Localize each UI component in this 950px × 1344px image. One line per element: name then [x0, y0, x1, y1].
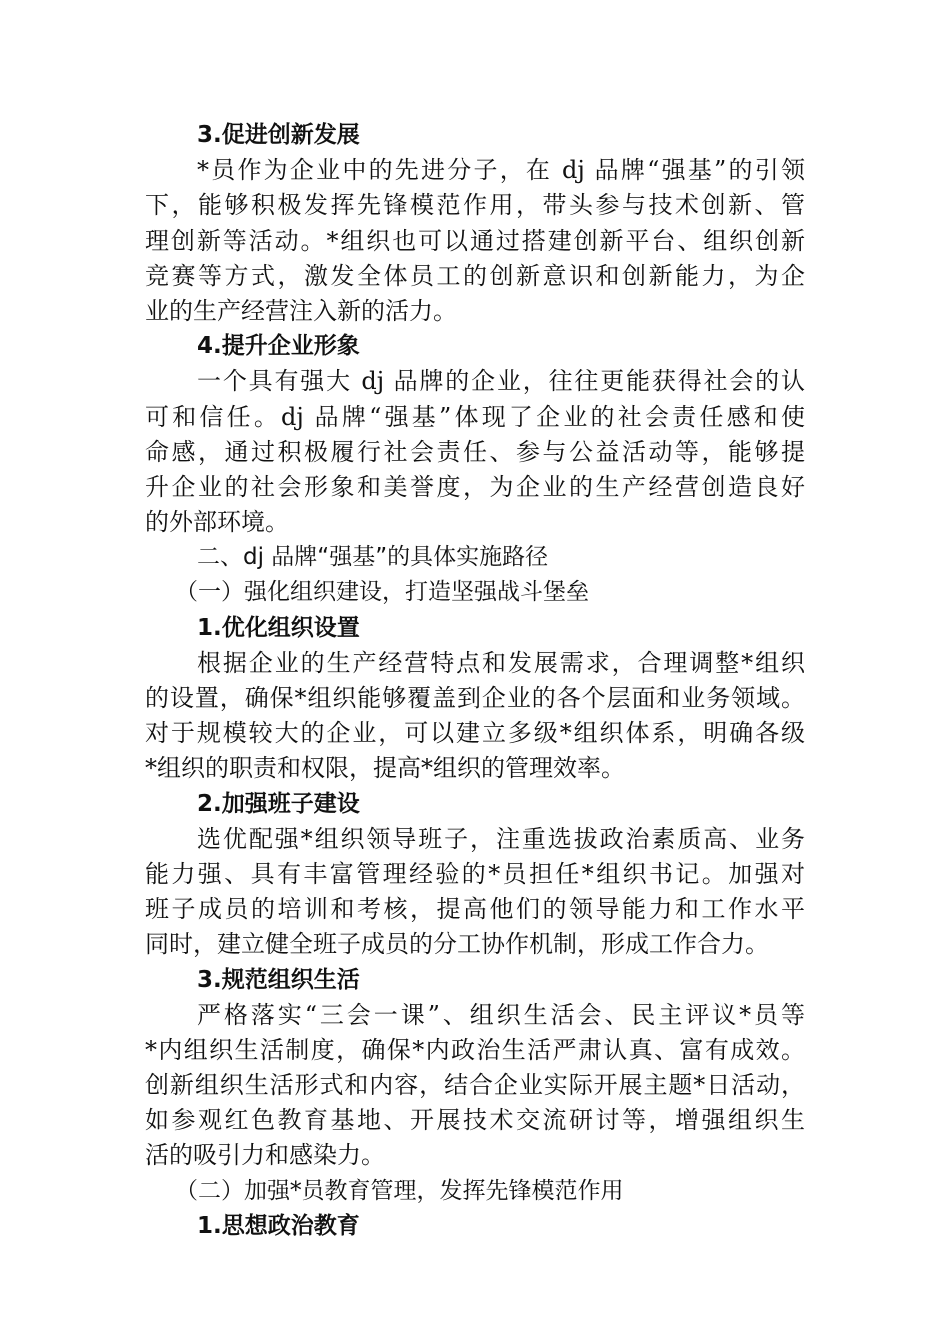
paragraph-line: 同时，建立健全班子成员的分工协作机制，形成工作合力。 [145, 930, 769, 959]
paragraph-line: 业的生产经营注入新的活力。 [145, 296, 457, 325]
heading-organization-life: 3.规范组织生活 [197, 966, 360, 993]
paragraph-line: 一个具有强大 dj 品牌的企业，往往更能获得社会的认 [197, 367, 805, 396]
subsection-heading: （一）强化组织建设，打造坚强战斗堡垒 [175, 579, 589, 606]
heading-promote-innovation: 3.促进创新发展 [197, 122, 360, 148]
section-heading: 二、dj 品牌“强基”的具体实施路径 [197, 544, 549, 571]
subsection-heading: （二）加强*员教育管理，发挥先锋模范作用 [175, 1177, 624, 1204]
heading-political-education: 1.思想政治教育 [197, 1212, 360, 1239]
paragraph-line: 班子成员的培训和考核，提高他们的领导能力和工作水平 [145, 895, 805, 924]
paragraph-line: 能力强、具有丰富管理经验的*员担任*组织书记。加强对 [145, 859, 805, 888]
paragraph-line: *员作为企业中的先进分子，在 dj 品牌“强基”的引领 [197, 156, 805, 185]
paragraph-line: 理创新等活动。*组织也可以通过搭建创新平台、组织创新 [145, 226, 805, 255]
heading-enhance-image: 4.提升企业形象 [197, 333, 360, 360]
paragraph-line: 的外部环境。 [145, 508, 289, 537]
document-body [145, 118, 805, 1244]
heading-optimize-organization: 1.优化组织设置 [197, 614, 360, 641]
paragraph-line: 严格落实“三会一课”、组织生活会、民主评议*员等 [197, 1000, 805, 1029]
paragraph-line: *内组织生活制度，确保*内政治生活严肃认真、富有成效。 [145, 1035, 805, 1064]
paragraph-line: 如参观红色教育基地、开展技术交流研讨等，增强组织生 [145, 1106, 805, 1135]
heading-team-building: 2.加强班子建设 [197, 790, 360, 817]
paragraph-line: 根据企业的生产经营特点和发展需求，合理调整*组织 [197, 648, 805, 677]
paragraph-line: 选优配强*组织领导班子，注重选拔政治素质高、业务 [197, 824, 805, 853]
paragraph-line: 的设置，确保*组织能够覆盖到企业的各个层面和业务领域。 [145, 684, 805, 712]
paragraph-line: 竞赛等方式，激发全体员工的创新意识和创新能力，为企 [145, 261, 805, 290]
paragraph-line: *组织的职责和权限，提高*组织的管理效率。 [145, 754, 625, 783]
paragraph-line: 升企业的社会形象和美誉度，为企业的生产经营创造良好 [145, 472, 805, 501]
paragraph-line: 活的吸引力和感染力。 [145, 1141, 385, 1170]
paragraph-line: 下，能够积极发挥先锋模范作用，带头参与技术创新、管 [145, 191, 805, 220]
paragraph-line: 可和信任。dj 品牌“强基”体现了企业的社会责任感和使 [145, 402, 805, 431]
paragraph-line: 命感，通过积极履行社会责任、参与公益活动等，能够提 [145, 437, 805, 466]
paragraph-line: 对于规模较大的企业，可以建立多级*组织体系，明确各级 [145, 719, 805, 748]
paragraph-line: 创新组织生活形式和内容，结合企业实际开展主题*日活动， [145, 1071, 805, 1100]
